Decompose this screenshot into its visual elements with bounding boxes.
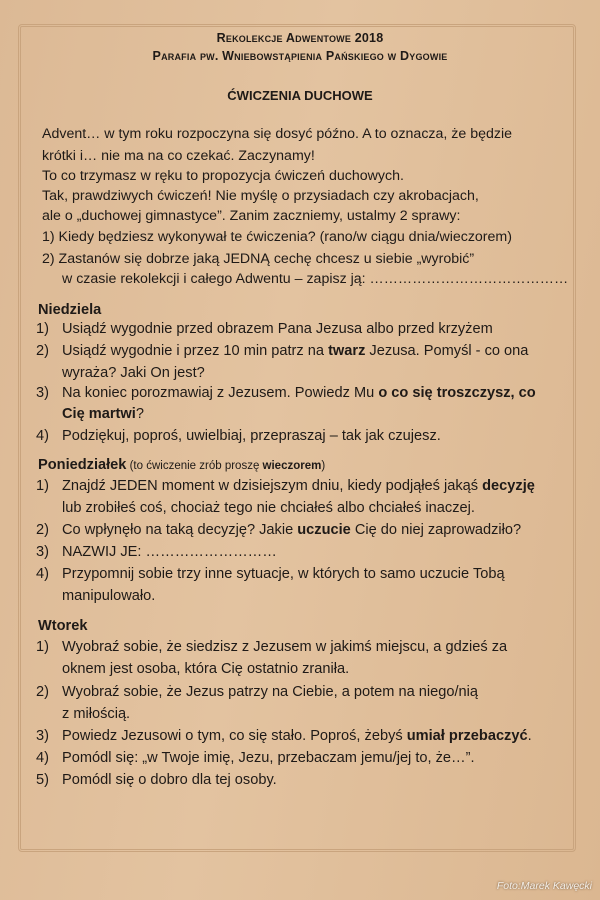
list-number: 3) xyxy=(36,385,49,401)
intro-line-2: krótki i… nie ma na co czekać. Zaczynamy! xyxy=(42,148,315,164)
niedziela-item-4: Podziękuj, poproś, uwielbiaj, przepraszaj – tak jak czujesz. xyxy=(62,428,441,444)
niedziela-item-2b: wyraża? Jaki On jest? xyxy=(62,365,205,381)
niedziela-item-1: Usiądź wygodnie przed obrazem Pana Jezusa albo przed krzyżem xyxy=(62,321,493,337)
page-title: ĆWICZENIA DUCHOWE xyxy=(227,88,373,103)
intro-line-4: Tak, prawdziwych ćwiczeń! Nie myślę o przysiadach czy akrobacjach, xyxy=(42,188,479,204)
niedziela-item-3b: Cię martwi? xyxy=(62,406,144,422)
poniedzialek-item-4a: Przypomnij sobie trzy inne sytuacje, w których to samo uczucie Tobą xyxy=(62,566,505,582)
niedziela-item-3a: Na koniec porozmawiaj z Jezusem. Powiedz Mu o co się troszczysz, co xyxy=(62,385,536,401)
list-number: 3) xyxy=(36,544,49,560)
list-number: 1) xyxy=(36,639,49,655)
poniedzialek-item-1b: lub zrobiłeś coś, chociaż tego nie chciałeś albo chciałeś inaczej. xyxy=(62,500,475,516)
wtorek-item-2b: z miłością. xyxy=(62,706,131,722)
list-number: 1) xyxy=(36,321,49,337)
poniedzialek-item-4b: manipulowało. xyxy=(62,588,156,604)
list-number: 2) xyxy=(36,522,49,538)
section-heading-poniedzialek: Poniedziałek (to ćwiczenie zrób proszę wieczorem) xyxy=(38,457,326,473)
list-number: 2) xyxy=(36,684,49,700)
intro-line-3: To co trzymasz w ręku to propozycja ćwiczeń duchowych. xyxy=(42,168,404,184)
section-note: (to ćwiczenie zrób proszę wieczorem) xyxy=(126,460,326,472)
section-heading-wtorek: Wtorek xyxy=(38,618,88,634)
intro-line-1: Advent… w tym roku rozpoczyna się dosyć późno. A to oznacza, że będzie xyxy=(42,126,513,142)
poniedzialek-item-1a: Znajdź JEDEN moment w dzisiejszym dniu, kiedy podjąłeś jakąś decyzję xyxy=(62,478,535,494)
poniedzialek-item-2: Co wpłynęło na taką decyzję? Jakie uczucie Cię do niej zaprowadziło? xyxy=(62,522,522,538)
wtorek-item-3: Powiedz Jezusowi o tym, co się stało. Poproś, żebyś umiał przebaczyć. xyxy=(62,728,532,744)
intro-item-1: 1) Kiedy będziesz wykonywał te ćwiczenia? (rano/w ciągu dnia/wieczorem) xyxy=(42,229,512,245)
wtorek-item-4: Pomódl się: „w Twoje imię, Jezu, przebaczam jemu/jej to, że…”. xyxy=(62,750,475,766)
list-number: 4) xyxy=(36,750,49,766)
list-number: 2) xyxy=(36,343,49,359)
intro-line-5: ale o „duchowej gimnastyce”. Zanim zaczniemy, ustalmy 2 sprawy: xyxy=(42,208,461,224)
intro-item-2b: w czasie rekolekcji i całego Adwentu – zapisz ją: …………………………………… xyxy=(62,271,569,287)
header-line-1: Rekolekcje Adwentowe 2018 xyxy=(216,31,384,45)
section-heading-niedziela: Niedziela xyxy=(38,302,102,318)
wtorek-item-5: Pomódl się o dobro dla tej osoby. xyxy=(62,772,277,788)
header-line-2: Parafia pw. Wniebowstąpienia Pańskiego w Dygowie xyxy=(152,49,448,63)
list-number: 4) xyxy=(36,428,49,444)
list-number: 3) xyxy=(36,728,49,744)
wtorek-item-2a: Wyobraź sobie, że Jezus patrzy na Ciebie, a potem na niego/nią xyxy=(62,684,479,700)
list-number: 4) xyxy=(36,566,49,582)
wtorek-item-1b: oknem jest osoba, która Cię ostatnio zraniła. xyxy=(62,661,350,677)
list-number: 5) xyxy=(36,772,49,788)
niedziela-item-2a: Usiądź wygodnie i przez 10 min patrz na twarz Jezusa. Pomyśl - co ona xyxy=(62,343,529,359)
list-number: 1) xyxy=(36,478,49,494)
poniedzialek-item-3: NAZWIJ JE: ……………………… xyxy=(62,544,277,560)
photo-credit: Foto:Marek Kawęcki xyxy=(496,880,592,892)
intro-item-2a: 2) Zastanów się dobrze jaką JEDNĄ cechę chcesz u siebie „wyrobić” xyxy=(42,251,475,267)
wtorek-item-1a: Wyobraź sobie, że siedzisz z Jezusem w jakimś miejscu, a gdzieś za xyxy=(62,639,508,655)
